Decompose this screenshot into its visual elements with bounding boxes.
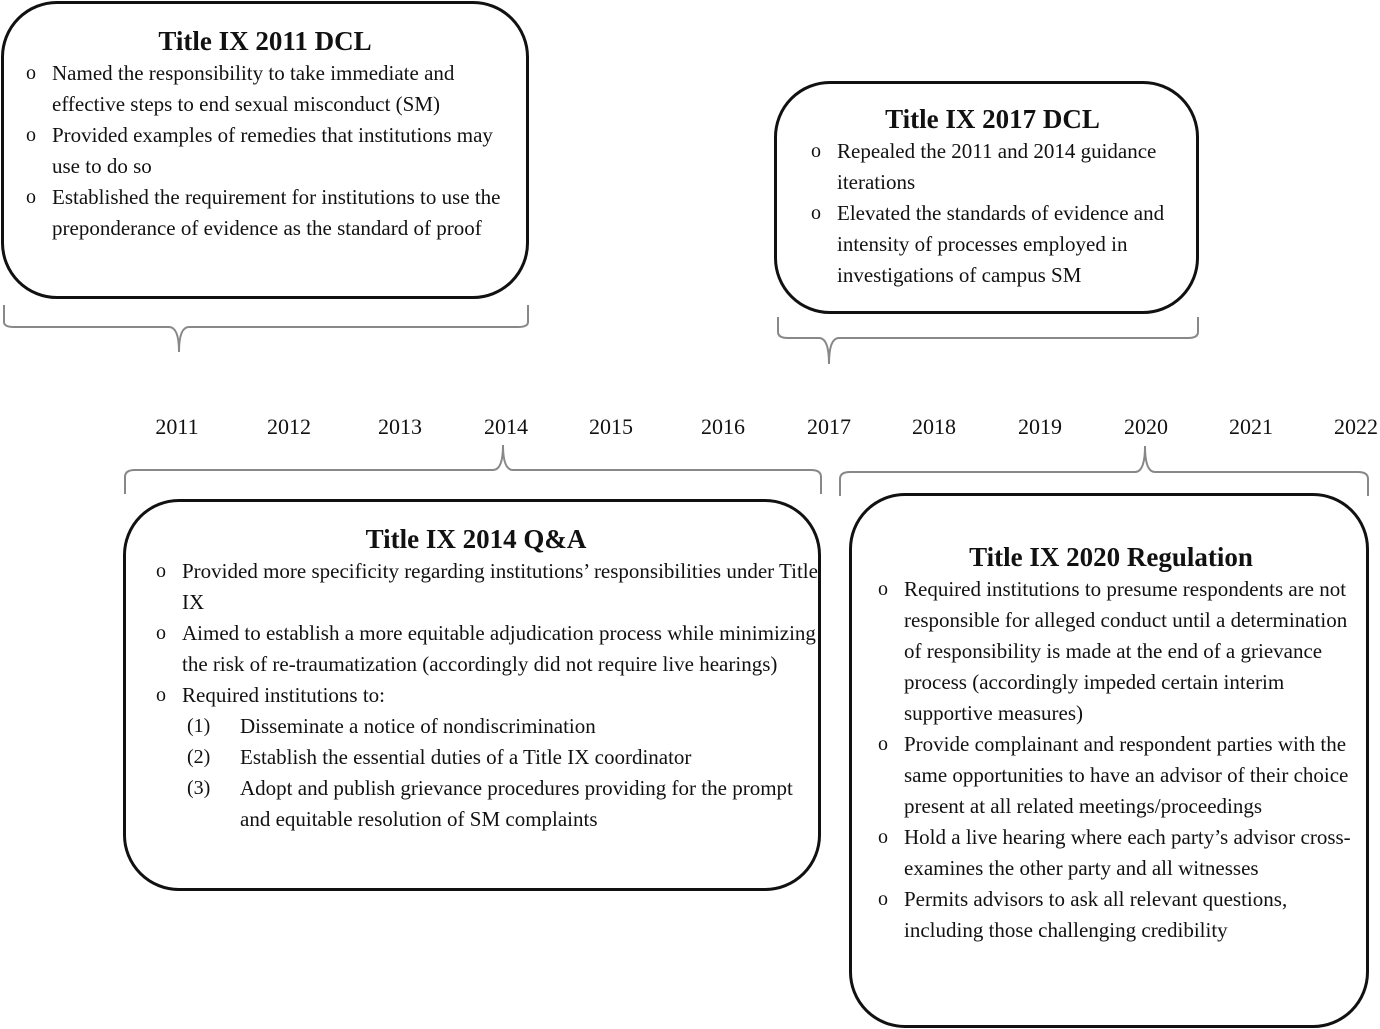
bullet-icon: o — [878, 578, 888, 600]
bullet-icon: o — [156, 684, 166, 706]
list-item: o Named the responsibility to take immediate and effective steps to end sexual misconduct (SM) — [4, 58, 526, 120]
year-label: 2018 — [912, 414, 956, 439]
bracket-2014 — [125, 445, 821, 494]
bullet-icon: o — [26, 62, 36, 84]
bullet-icon: o — [811, 202, 821, 224]
item-number: (1) — [187, 715, 211, 737]
bullet-icon: o — [878, 733, 888, 755]
bullet-icon: o — [878, 888, 888, 910]
bullet-icon: o — [26, 186, 36, 208]
bullet-icon: o — [156, 622, 166, 644]
bullet-icon: o — [26, 124, 36, 146]
list-item: o Hold a live hearing where each party’s advisor cross-examines the other party and all witnesses — [856, 822, 1366, 884]
year-label: 2014 — [484, 414, 528, 439]
year-label: 2012 — [267, 414, 311, 439]
item-list — [789, 136, 1196, 291]
bracket-2017 — [778, 317, 1198, 364]
numbered-item: (3) Adopt and publish grievance procedures providing for the prompt and equitable resolution of SM complaints — [134, 773, 818, 835]
list-item: o Elevated the standards of evidence and intensity of processes employed in investigations of campus SM — [789, 198, 1196, 291]
bullet-icon: o — [156, 560, 166, 582]
list-item: o Provide complainant and respondent parties with the same opportunities to have an advisor of their choice present at all related meetings/proceedings — [856, 729, 1366, 822]
year-label: 2015 — [589, 414, 633, 439]
list-item: o Provided more specificity regarding institutions’ responsibilities under Title IX — [134, 556, 818, 618]
item-list — [134, 556, 818, 835]
list-item: o Required institutions to: — [134, 680, 818, 711]
box-2017-dcl — [774, 81, 1199, 314]
numbered-item: (1) Disseminate a notice of nondiscrimination — [134, 711, 818, 742]
item-list — [856, 574, 1366, 946]
bracket-2020 — [840, 446, 1368, 496]
item-number: (2) — [187, 746, 211, 768]
numbered-item: (2) Establish the essential duties of a Title IX coordinator — [134, 742, 818, 773]
year-label: 2021 — [1229, 414, 1273, 439]
year-label: 2020 — [1124, 414, 1168, 439]
item-number: (3) — [187, 777, 211, 799]
year-label: 2013 — [378, 414, 422, 439]
list-item: o Required institutions to presume respondents are not responsible for alleged conduct until a determination of responsibility is made at the end of a grievance process (accordingly impeded certain interim supportive measures) — [856, 574, 1366, 729]
list-item: o Permits advisors to ask all relevant questions, including those challenging credibility — [856, 884, 1366, 946]
box-2020-regulation — [849, 493, 1369, 1028]
list-item: o Established the requirement for institutions to use the preponderance of evidence as the standard of proof — [4, 182, 526, 244]
bullet-icon: o — [878, 826, 888, 848]
bracket-2011 — [4, 305, 528, 352]
year-label: 2016 — [701, 414, 745, 439]
box-title: Title IX 2020 Regulation — [969, 542, 1253, 572]
box-2011-dcl — [1, 1, 529, 299]
year-label: 2022 — [1334, 414, 1378, 439]
list-item: o Provided examples of remedies that institutions may use to do so — [4, 120, 526, 182]
box-title: Title IX 2017 DCL — [885, 104, 1100, 134]
bullet-icon: o — [811, 140, 821, 162]
year-label: 2019 — [1018, 414, 1062, 439]
year-label: 2017 — [807, 414, 851, 439]
box-title: Title IX 2011 DCL — [158, 26, 372, 56]
list-item: o Aimed to establish a more equitable adjudication process while minimizing the risk of re-traumatization (accordingly did not require live hearings) — [134, 618, 818, 680]
item-list — [4, 58, 526, 244]
year-label: 2011 — [155, 414, 199, 439]
box-2014-qa — [123, 499, 821, 891]
box-title: Title IX 2014 Q&A — [365, 524, 587, 554]
list-item: o Repealed the 2011 and 2014 guidance iterations — [789, 136, 1196, 198]
